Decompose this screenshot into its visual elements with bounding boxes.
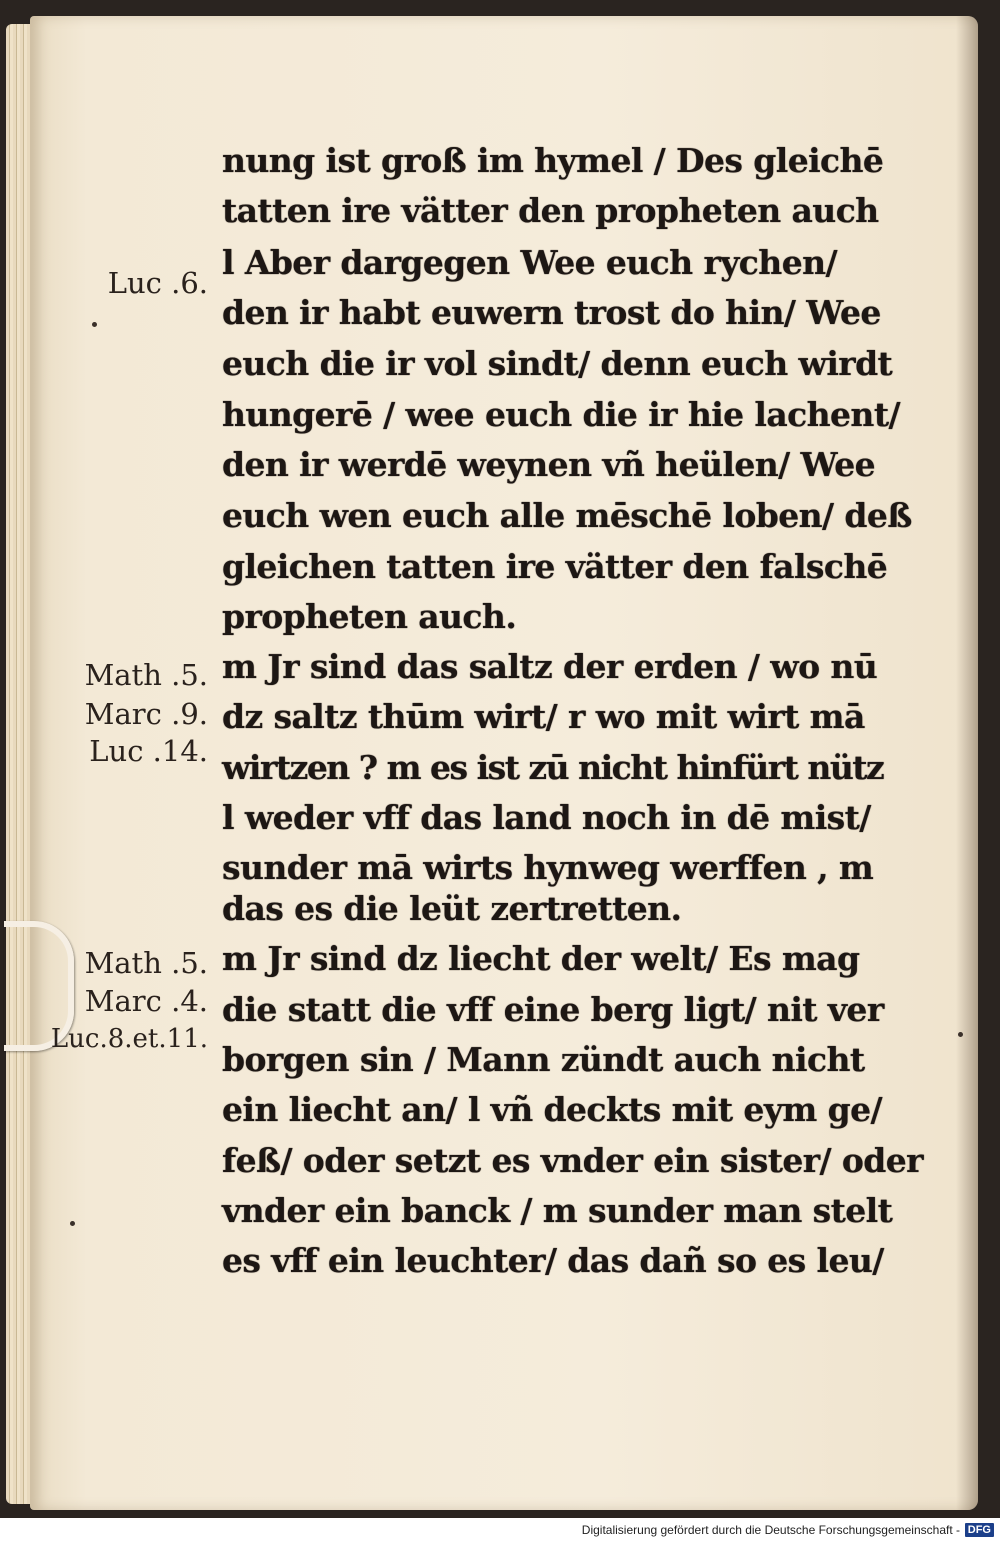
text-line: m Jr sind das saltz der erden / wo nū	[222, 647, 878, 686]
margin-reference: Marc .4.	[84, 984, 208, 1018]
margin-reference: Luc .6.	[107, 266, 208, 300]
text-line: tatten ire vätter den propheten auch	[222, 191, 879, 230]
footer-credit: Digitalisierung gefördert durch die Deutsche Forschungsgemeinschaft -	[581, 1523, 960, 1537]
text-line: sunder mā wirts hynweg werffen , m	[222, 848, 874, 887]
margin-reference: Luc .14.	[89, 734, 208, 768]
margin-reference: Luc.8.et.11.	[50, 1024, 208, 1054]
text-line: euch die ir vol sindt/ denn euch wirdt	[222, 344, 893, 383]
text-line: l Aber dargegen Wee euch rychen/	[222, 243, 837, 282]
text-line: euch wen euch alle mēschē loben/ deß	[222, 496, 912, 535]
margin-reference: Marc .9.	[84, 697, 208, 731]
ink-speck	[70, 1221, 75, 1226]
text-line: hungerē / wee euch die ir hie lachent/	[222, 395, 900, 434]
text-line: die statt die vff eine berg ligt/ nit ver	[222, 990, 884, 1029]
ink-speck	[958, 1032, 963, 1037]
text-line: gleichen tatten ire vätter den falschē	[222, 547, 888, 586]
text-line: das es die leüt zertretten.	[222, 889, 682, 928]
page-gutter-shadow	[956, 16, 978, 1510]
text-line: wirtzen ? m es ist zū nicht hinfürt nütz	[222, 748, 884, 787]
text-line: ein liecht an/ l vñ deckts mit eym ge/	[222, 1090, 882, 1129]
text-line: es vff ein leuchter/ das dañ so es leu/	[222, 1241, 884, 1280]
text-line: feß/ oder setzt es vnder ein sister/ oder	[222, 1141, 923, 1180]
text-line: l weder vff das land noch in dē mist/	[222, 798, 871, 837]
text-line: propheten auch.	[222, 597, 517, 636]
footer-bar	[0, 1518, 1000, 1541]
margin-reference: Math .5.	[84, 658, 208, 692]
text-line: den ir habt euwern trost do hin/ Wee	[222, 293, 881, 332]
text-line: borgen sin / Mann zündt auch nicht	[222, 1040, 865, 1079]
text-line: nung ist groß im hymel / Des gleichē	[222, 141, 884, 180]
text-line: dz saltz thūm wirt/ r wo mit wirt mā	[222, 697, 865, 736]
text-line: vnder ein banck / m sunder man stelt	[222, 1191, 893, 1230]
text-line: m Jr sind dz liecht der welt/ Es mag	[222, 939, 860, 978]
margin-reference: Math .5.	[84, 946, 208, 980]
text-line: den ir werdē weynen vñ heülen/ Wee	[222, 445, 876, 484]
ink-speck	[92, 322, 97, 327]
book-page	[30, 16, 978, 1510]
dfg-logo: DFG	[965, 1523, 994, 1537]
